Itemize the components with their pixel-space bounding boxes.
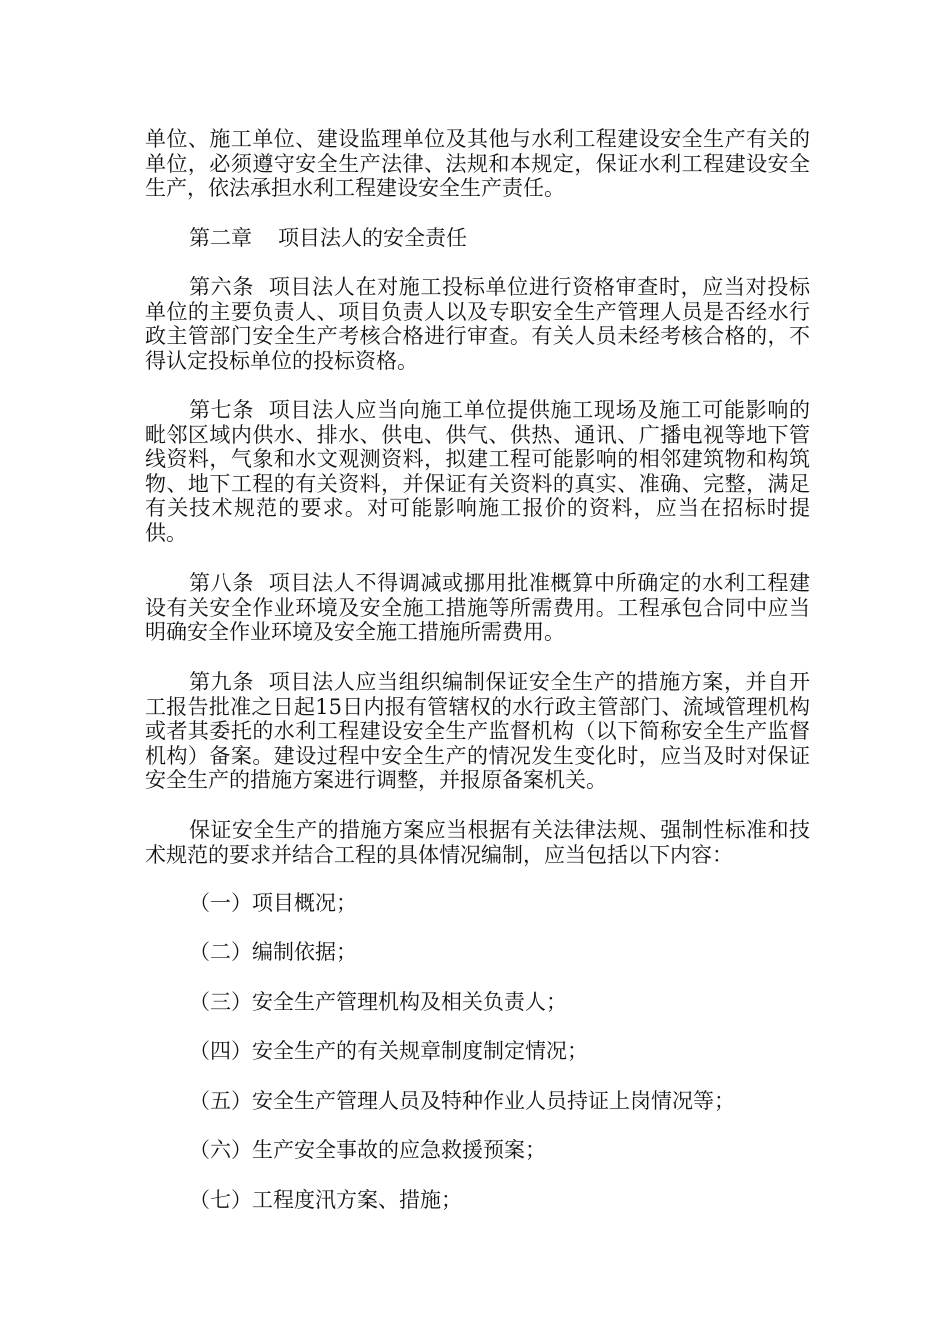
article-9	[145, 670, 810, 793]
list-item: （二）编制依据；	[189, 940, 357, 964]
article-6-text: 项目法人在对施工投标单位进行资格审查时，应当对投标单位的主要负责人、项目负责人以及专职安全生产管理人员是否经水行政主管部门安全生产考核合格进行审查。有关人员未经考核合格的，不得认定投标单位的投标资格。	[145, 275, 811, 373]
article-7	[145, 398, 810, 546]
list-item: （四）安全生产的有关规章制度制定情况；	[189, 1039, 588, 1063]
list-item: （一）项目概况；	[189, 891, 357, 915]
chapter-title: 项目法人的安全责任	[278, 226, 467, 250]
article-6-number: 第六条	[189, 275, 255, 299]
chapter-number: 第二章	[189, 226, 252, 250]
article-7-text: 项目法人应当向施工单位提供施工现场及施工可能影响的毗邻区域内供水、排水、供电、供气、供热、通讯、广播电视等地下管线资料，气象和水文观测资料，拟建工程可能影响的相邻建筑物和构筑物、地下工程的有关资料，并保证有关资料的真实、准确、完整，满足有关技术规范的要求。对可能影响施工报价的资料，应当在招标时提供。	[145, 398, 811, 545]
scheme-intro-paragraph: 保证安全生产的措施方案应当根据有关法律法规、强制性标准和技术规范的要求并结合工程的具体情况编制，应当包括以下内容：	[145, 818, 810, 867]
article-7-number: 第七条	[189, 398, 255, 422]
article-9-text: 项目法人应当组织编制保证安全生产的措施方案，并自开工报告批准之日起15日内报有管辖权的水行政主管部门、流域管理机构或者其委托的水利工程建设安全生产监督机构（以下简称安全生产监督机构）备案。建设过程中安全生产的情况发生变化时，应当及时对保证安全生产的措施方案进行调整，并报原备案机关。	[145, 670, 811, 793]
article-8-number: 第八条	[189, 571, 255, 595]
list-item: （六）生产安全事故的应急救援预案；	[189, 1138, 546, 1162]
article-9-number: 第九条	[189, 670, 255, 694]
chapter-heading	[189, 226, 467, 251]
list-item: （七）工程度汛方案、措施；	[189, 1188, 462, 1212]
article-8	[145, 571, 810, 645]
continuation-paragraph: 单位、施工单位、建设监理单位及其他与水利工程建设安全生产有关的单位，必须遵守安全生产法律、法规和本规定，保证水利工程建设安全生产，依法承担水利工程建设安全生产责任。	[145, 127, 810, 201]
list-item: （五）安全生产管理人员及特种作业人员持证上岗情况等；	[189, 1089, 735, 1113]
list-item: （三）安全生产管理机构及相关负责人；	[189, 990, 567, 1014]
article-6	[145, 275, 810, 373]
article-8-text: 项目法人不得调减或挪用批准概算中所确定的水利工程建设有关安全作业环境及安全施工措施等所需费用。工程承包合同中应当明确安全作业环境及安全施工措施所需费用。	[145, 571, 811, 645]
